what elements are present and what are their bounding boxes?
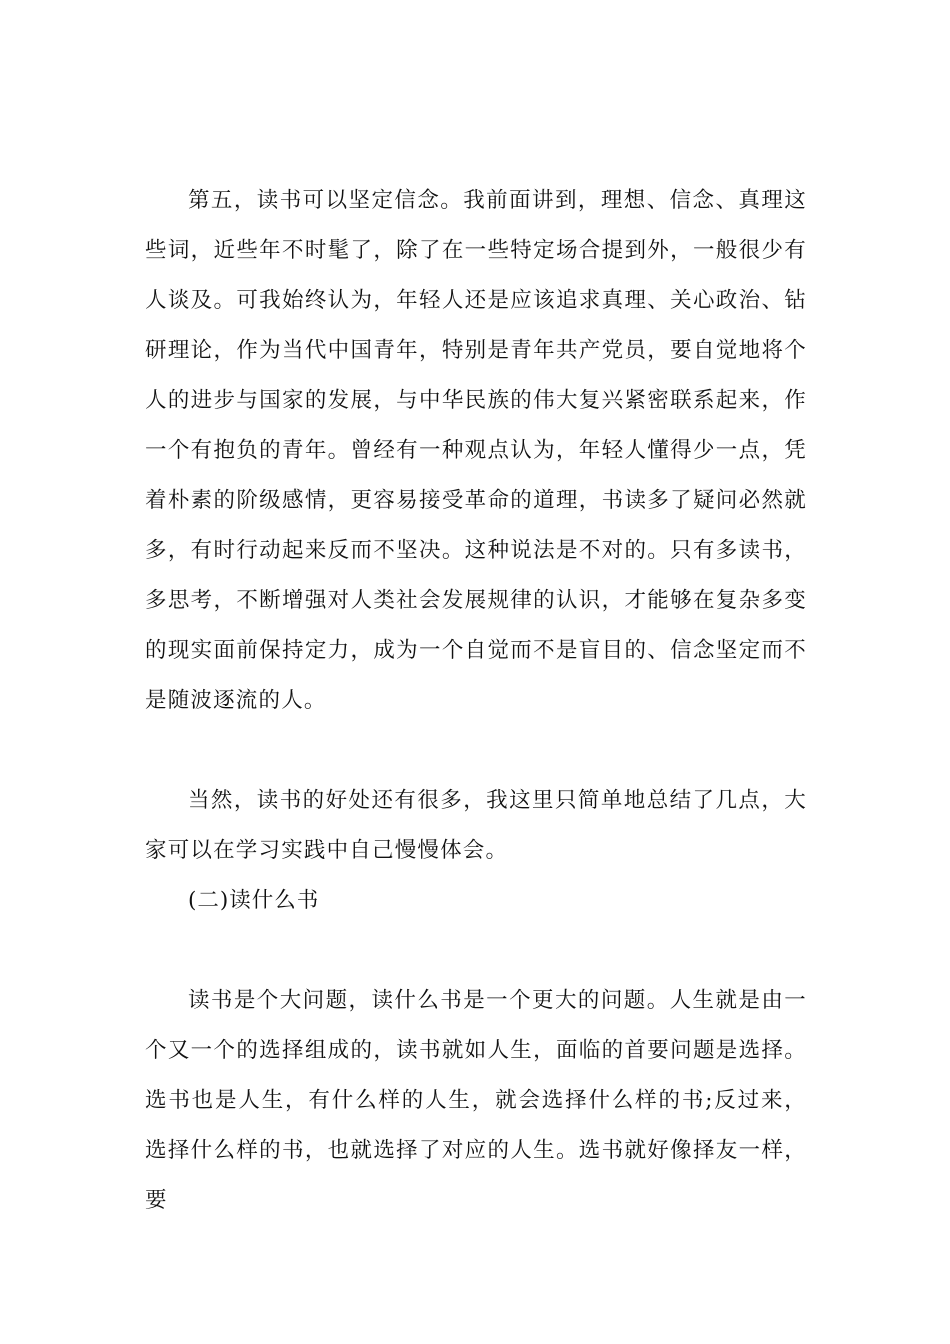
paragraph-what-to-read: 读书是个大问题，读什么书是一个更大的问题。人生就是由一个又一个的选择组成的，读书就如人生，面临的首要问题是选择。选书也是人生，有什么样的人生，就会选择什么样的书;反过来，选择什么样的书，也就选择了对应的人生。选书就好像择友一样，要 — [145, 988, 807, 1213]
section-heading: (二)读什么书 — [188, 888, 320, 913]
paragraph-believe: 第五，读书可以坚定信念。我前面讲到，理想、信念、真理这些词，近些年不时髦了，除了在一些特定场合提到外，一般很少有人谈及。可我始终认为，年轻人还是应该追求真理、关心政治、钻研理论，作为当代中国青年，特别是青年共产党员，要自觉地将个人的进步与国家的发展，与中华民族的伟大复兴紧密联系起来，作一个有抱负的青年。曾经有一种观点认为，年轻人懂得少一点，凭着朴素的阶级感情，更容易接受革命的道理，书读多了疑问必然就多，有时行动起来反而不坚决。这种说法是不对的。只有多读书，多思考，不断增强对人类社会发展规律的认识，才能够在复杂多变的现实面前保持定力，成为一个自觉而不是盲目的、信念坚定而不是随波逐流的人。 — [145, 188, 807, 713]
paragraph-summary: 当然，读书的好处还有很多，我这里只简单地总结了几点，大家可以在学习实践中自己慢慢体会。 — [145, 788, 807, 863]
document-body — [145, 176, 807, 1226]
